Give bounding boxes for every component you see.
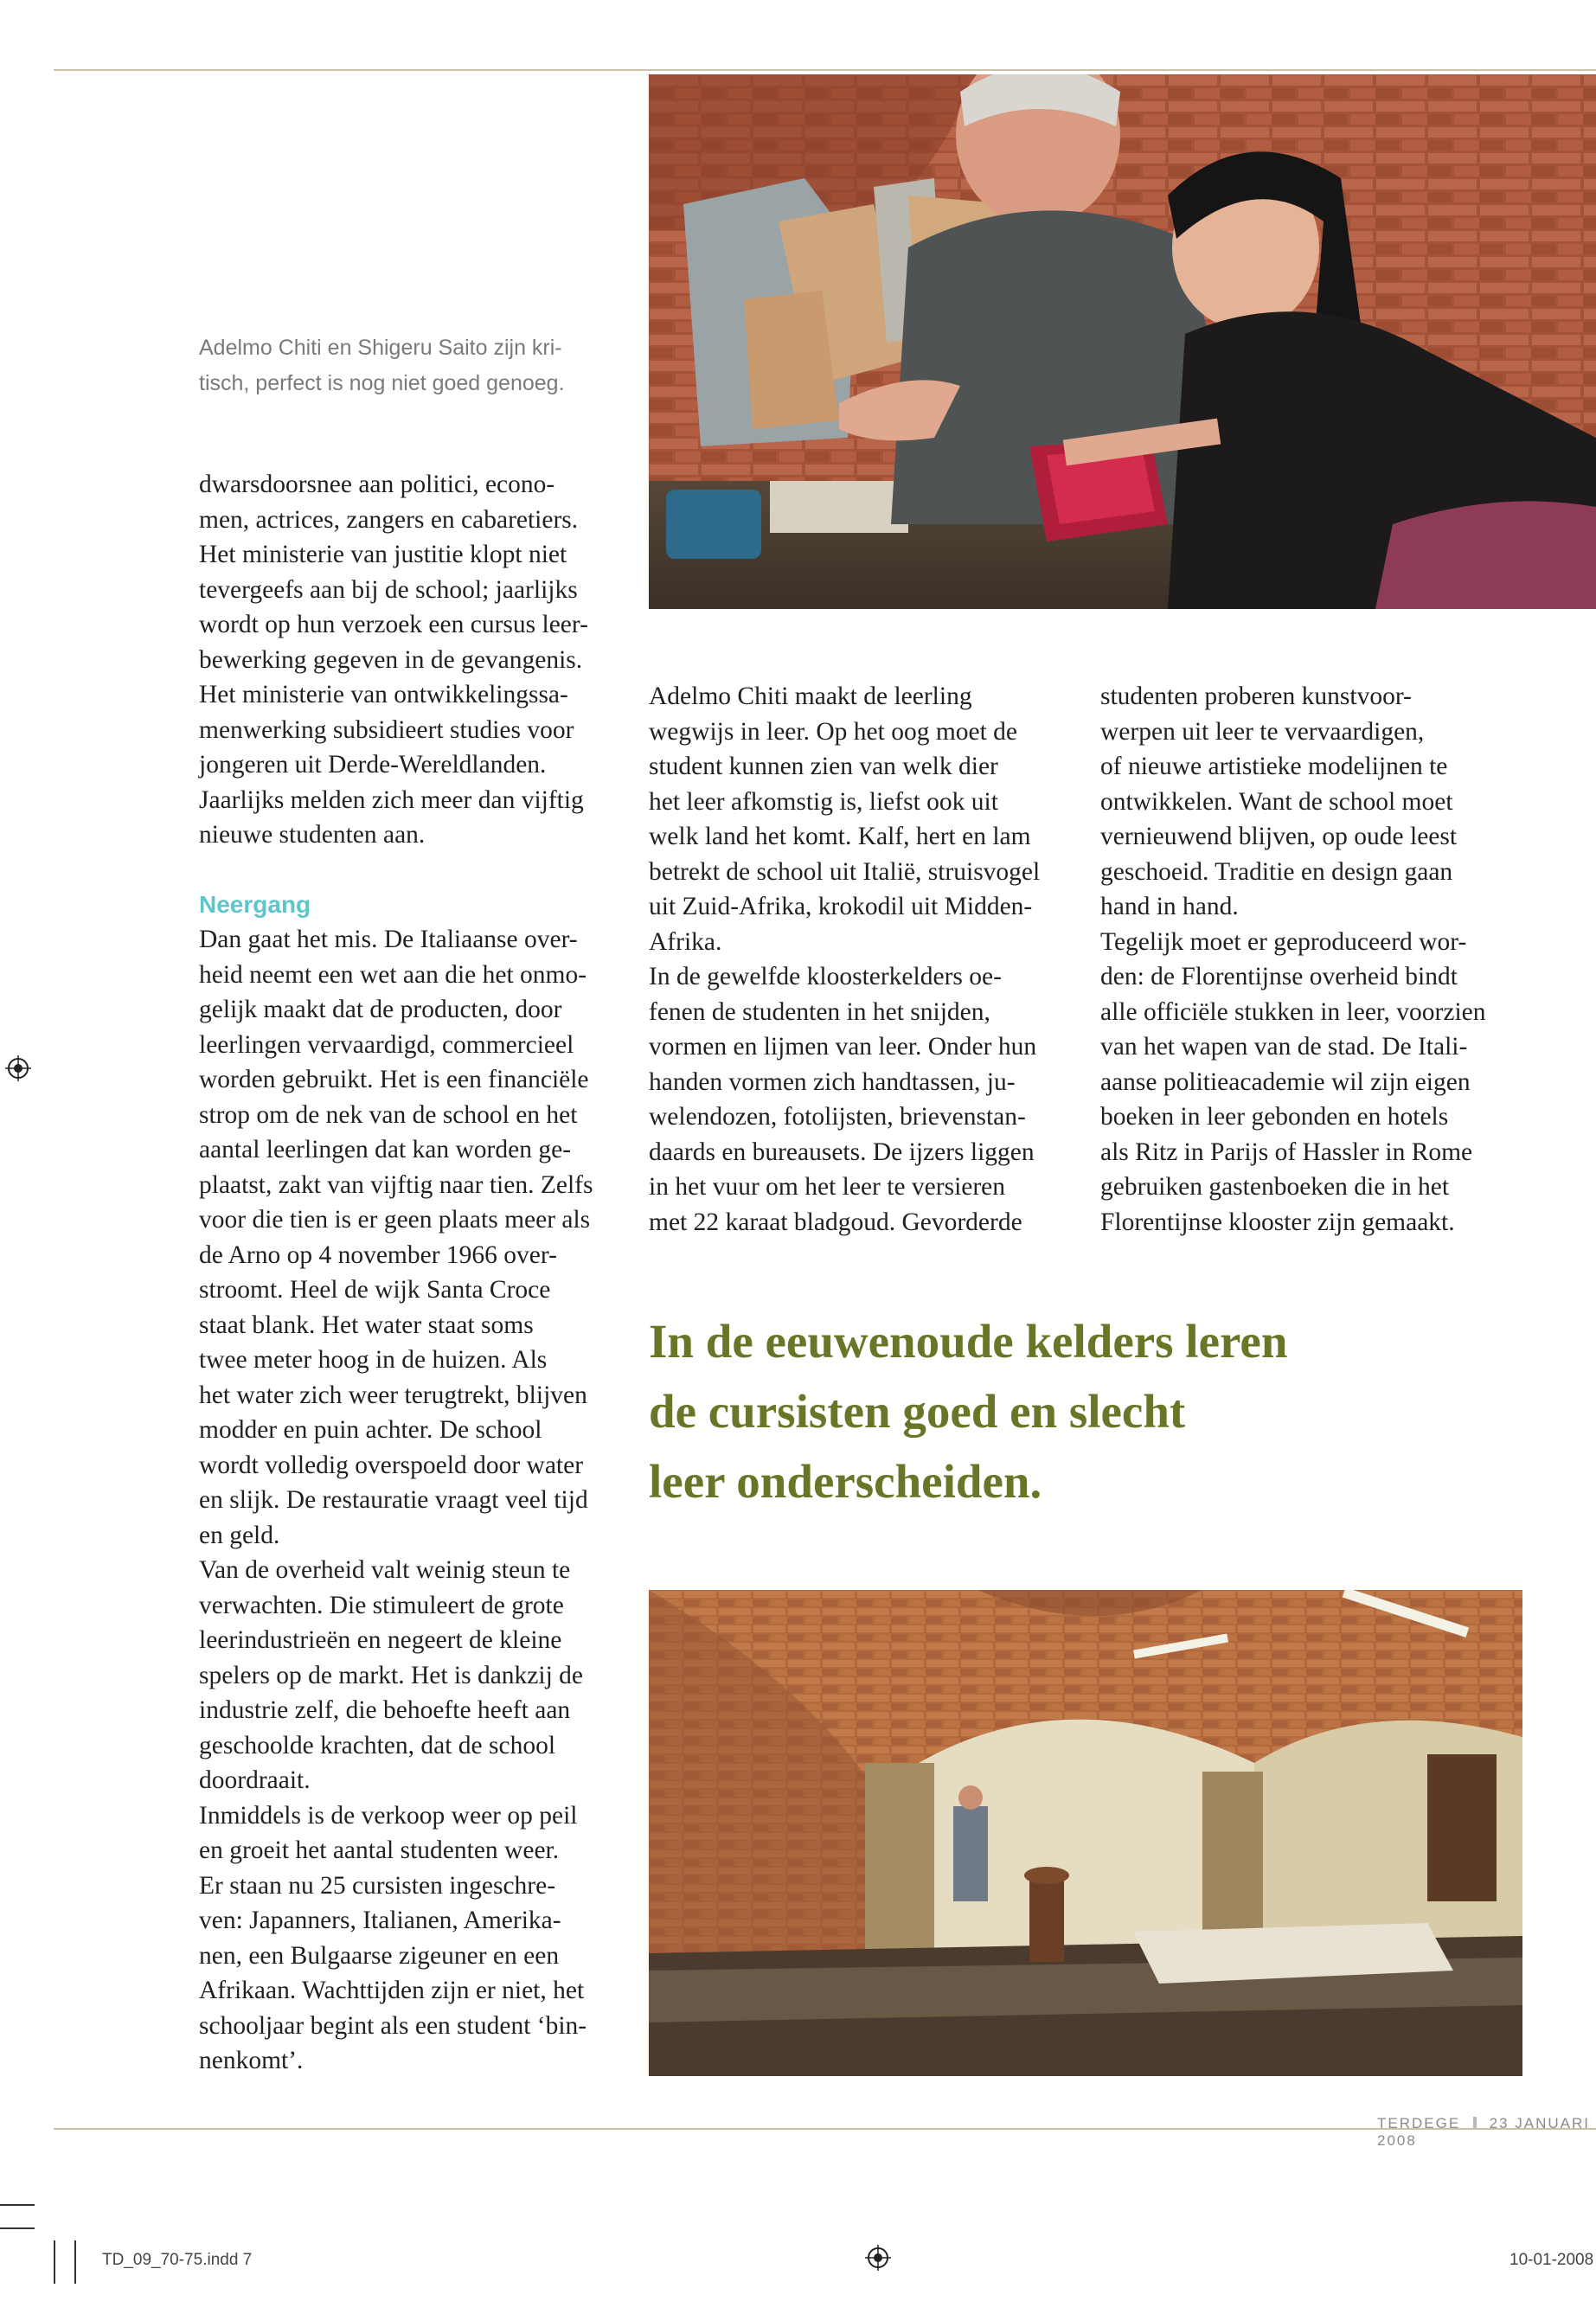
text-line: Afrikaan. Wachttijden zijn er niet, het	[199, 1977, 585, 2004]
text-line: Florentijnse klooster zijn gemaakt.	[1100, 1208, 1455, 1236]
pull-quote-line: In de eeuwenoude kelders leren	[649, 1315, 1288, 1368]
text-line: nen, een Bulgaarse zigeuner en een	[199, 1941, 560, 1970]
text-line: voor die tien is er geen plaats meer als	[199, 1206, 591, 1234]
article-column-2	[649, 679, 1081, 1240]
text-line: heid neemt een wet aan die het onmo-	[199, 960, 587, 989]
photo-caption	[199, 330, 606, 401]
page-footer	[1377, 2115, 1596, 2150]
text-line: Afrika.	[649, 927, 722, 956]
text-line: en slijk. De restauratie vraagt veel tijd	[199, 1486, 588, 1514]
text-line: gelijk maakt dat de producten, door	[199, 996, 562, 1023]
text-line: In de gewelfde kloosterkelders oe-	[649, 963, 1002, 990]
pull-quote-line: de cursisten goed en slecht	[649, 1385, 1186, 1438]
text-line: uit Zuid-Afrika, krokodil uit Midden-	[649, 893, 1033, 920]
text-line: van het wapen van de stad. De Itali-	[1100, 1033, 1468, 1061]
pull-quote-line: leer onderscheiden.	[649, 1455, 1042, 1508]
text-line: Het ministerie van ontwikkelingssa-	[199, 681, 568, 708]
text-line: worden gebruikt. Het is een financiële	[199, 1066, 589, 1093]
paragraph	[199, 922, 631, 1553]
text-line: modder en puin achter. De school	[199, 1416, 542, 1444]
text-line: industrie zelf, die behoefte heeft aan	[199, 1696, 571, 1724]
text-line: dwarsdoorsnee aan politici, econo-	[199, 471, 555, 498]
text-line: ven: Japanners, Italianen, Amerika-	[199, 1907, 561, 1934]
text-line: hand in hand.	[1100, 893, 1239, 920]
text-line: handen vormen zich handtassen, ju-	[649, 1067, 1016, 1096]
text-line: vormen en lijmen van leer. Onder hun	[649, 1033, 1037, 1061]
text-line: ontwikkelen. Want de school moet	[1100, 787, 1453, 816]
bottom-rule	[54, 2128, 1596, 2130]
subheading-neergang: Neergang	[199, 890, 311, 918]
top-rule	[54, 69, 1596, 71]
text-line: of nieuwe artistieke modelijnen te	[1100, 753, 1448, 780]
crop-mark	[0, 2204, 35, 2206]
text-line: den: de Florentijnse overheid bindt	[1100, 963, 1458, 990]
text-line: wegwijs in leer. Op het oog moet de	[649, 717, 1018, 746]
issue-date: 23 JANUARI 2008	[1377, 2115, 1591, 2149]
text-line: jongeren uit Derde-Wereldlanden.	[199, 751, 547, 779]
crop-mark	[54, 2240, 55, 2284]
text-line: strop om de nek van de school en het	[199, 1100, 578, 1129]
footer-divider	[1473, 2117, 1477, 2129]
text-line: fenen de studenten in het snijden,	[649, 997, 990, 1026]
text-line: Er staan nu 25 cursisten ingeschre-	[199, 1871, 556, 1900]
text-line: aantal leerlingen dat kan worden ge-	[199, 1136, 572, 1163]
text-line: Dan gaat het mis. De Italiaanse over-	[199, 926, 578, 953]
article-column-3	[1100, 679, 1533, 1240]
text-line: daards en bureausets. De ijzers liggen	[649, 1138, 1035, 1166]
photo-workshop	[649, 74, 1596, 609]
photo-cellar-image	[649, 1590, 1522, 2076]
text-line: schooljaar begint als een student ‘bin-	[199, 2011, 587, 2040]
text-line: nenkomt’.	[199, 2047, 304, 2074]
text-line: nieuwe studenten aan.	[199, 821, 426, 849]
caption-line: tisch, perfect is nog niet goed genoeg.	[199, 371, 565, 395]
text-line: alle officiële stukken in leer, voorzien	[1100, 997, 1486, 1026]
crop-mark	[74, 2240, 76, 2284]
text-line: leerlingen vervaardigd, commercieel	[199, 1030, 574, 1059]
text-line: leerindustrieën en negeert de kleine	[199, 1626, 562, 1654]
text-line: Inmiddels is de verkoop weer op peil	[199, 1801, 578, 1830]
text-line: welendozen, fotolijsten, brievenstan-	[649, 1103, 1026, 1131]
text-line: wordt volledig overspoeld door water	[199, 1451, 584, 1479]
magazine-name: TERDEGE	[1377, 2115, 1461, 2131]
paragraph	[649, 959, 1081, 1240]
paragraph	[1100, 679, 1533, 925]
text-line: geschoeid. Traditie en design gaan	[1100, 857, 1453, 886]
text-line: plaatst, zakt van vijftig naar tien. Zelfs	[199, 1170, 593, 1199]
text-line: als Ritz in Parijs of Hassler in Rome	[1100, 1138, 1473, 1166]
text-line: geschoolde krachten, dat de school	[199, 1731, 556, 1759]
text-line: bewerking gegeven in de gevangenis.	[199, 645, 583, 674]
text-line: Van de overheid valt weinig steun te	[199, 1556, 571, 1584]
photo-workshop-image	[649, 74, 1596, 609]
article-column-1	[199, 467, 631, 2079]
text-line: Het ministerie van justitie klopt niet	[199, 541, 567, 568]
text-line: Jaarlijks melden zich meer dan vijftig	[199, 785, 584, 814]
text-line: en geld.	[199, 1521, 280, 1549]
text-line: staat blank. Het water staat soms	[199, 1311, 534, 1339]
text-line: men, actrices, zangers en cabaretiers.	[199, 505, 579, 534]
text-line: vernieuwend blijven, op oude leest	[1100, 823, 1458, 850]
text-line: aanse politieacademie wil zijn eigen	[1100, 1067, 1471, 1096]
text-line: verwachten. Die stimuleert de grote	[199, 1591, 564, 1619]
paragraph	[649, 679, 1081, 959]
caption-line: Adelmo Chiti en Shigeru Saito zijn kri-	[199, 336, 562, 360]
paragraph	[199, 1553, 631, 1798]
text-line: het leer afkomstig is, liefst ook uit	[649, 787, 998, 816]
text-line: gebruiken gastenboeken die in het	[1100, 1173, 1450, 1201]
text-line: student kunnen zien van welk dier	[649, 753, 998, 780]
slug-date: 10-01-2008	[1509, 2251, 1594, 2269]
text-line: met 22 karaat bladgoud. Gevorderde	[649, 1208, 1022, 1236]
text-line: het water zich weer terugtrekt, blijven	[199, 1381, 587, 1409]
text-line: en groeit het aantal studenten weer.	[199, 1836, 560, 1864]
paragraph	[1100, 925, 1533, 1240]
text-line: de Arno op 4 november 1966 over-	[199, 1240, 557, 1269]
text-line: menwerking subsidieert studies voor	[199, 715, 574, 744]
pull-quote	[649, 1306, 1531, 1516]
text-line: spelers op de markt. Het is dankzij de	[199, 1661, 584, 1689]
slug-filename: TD_09_70-75.indd 7	[102, 2251, 253, 2269]
paragraph	[199, 467, 631, 853]
text-line: studenten proberen kunstvoor-	[1100, 683, 1412, 710]
text-line: boeken in leer gebonden en hotels	[1100, 1103, 1449, 1131]
text-line: tevergeefs aan bij de school; jaarlijks	[199, 575, 578, 604]
text-line: twee meter hoog in de huizen. Als	[199, 1346, 548, 1374]
text-line: werpen uit leer te vervaardigen,	[1100, 717, 1425, 746]
registration-mark-icon	[865, 2245, 891, 2271]
text-line: stroomt. Heel de wijk Santa Croce	[199, 1276, 551, 1304]
crop-mark	[0, 2227, 35, 2229]
registration-mark-icon	[5, 1055, 31, 1081]
text-line: doordraait.	[199, 1766, 311, 1794]
text-line: Adelmo Chiti maakt de leerling	[649, 683, 972, 710]
text-line: Tegelijk moet er geproduceerd wor-	[1100, 927, 1467, 956]
text-line: welk land het komt. Kalf, hert en lam	[649, 823, 1031, 850]
text-line: wordt op hun verzoek een cursus leer-	[199, 611, 588, 638]
text-line: in het vuur om het leer te versieren	[649, 1173, 1006, 1201]
text-line: betrekt de school uit Italië, struisvogel	[649, 857, 1041, 886]
photo-cellar	[649, 1590, 1522, 2076]
paragraph	[199, 1798, 631, 2079]
